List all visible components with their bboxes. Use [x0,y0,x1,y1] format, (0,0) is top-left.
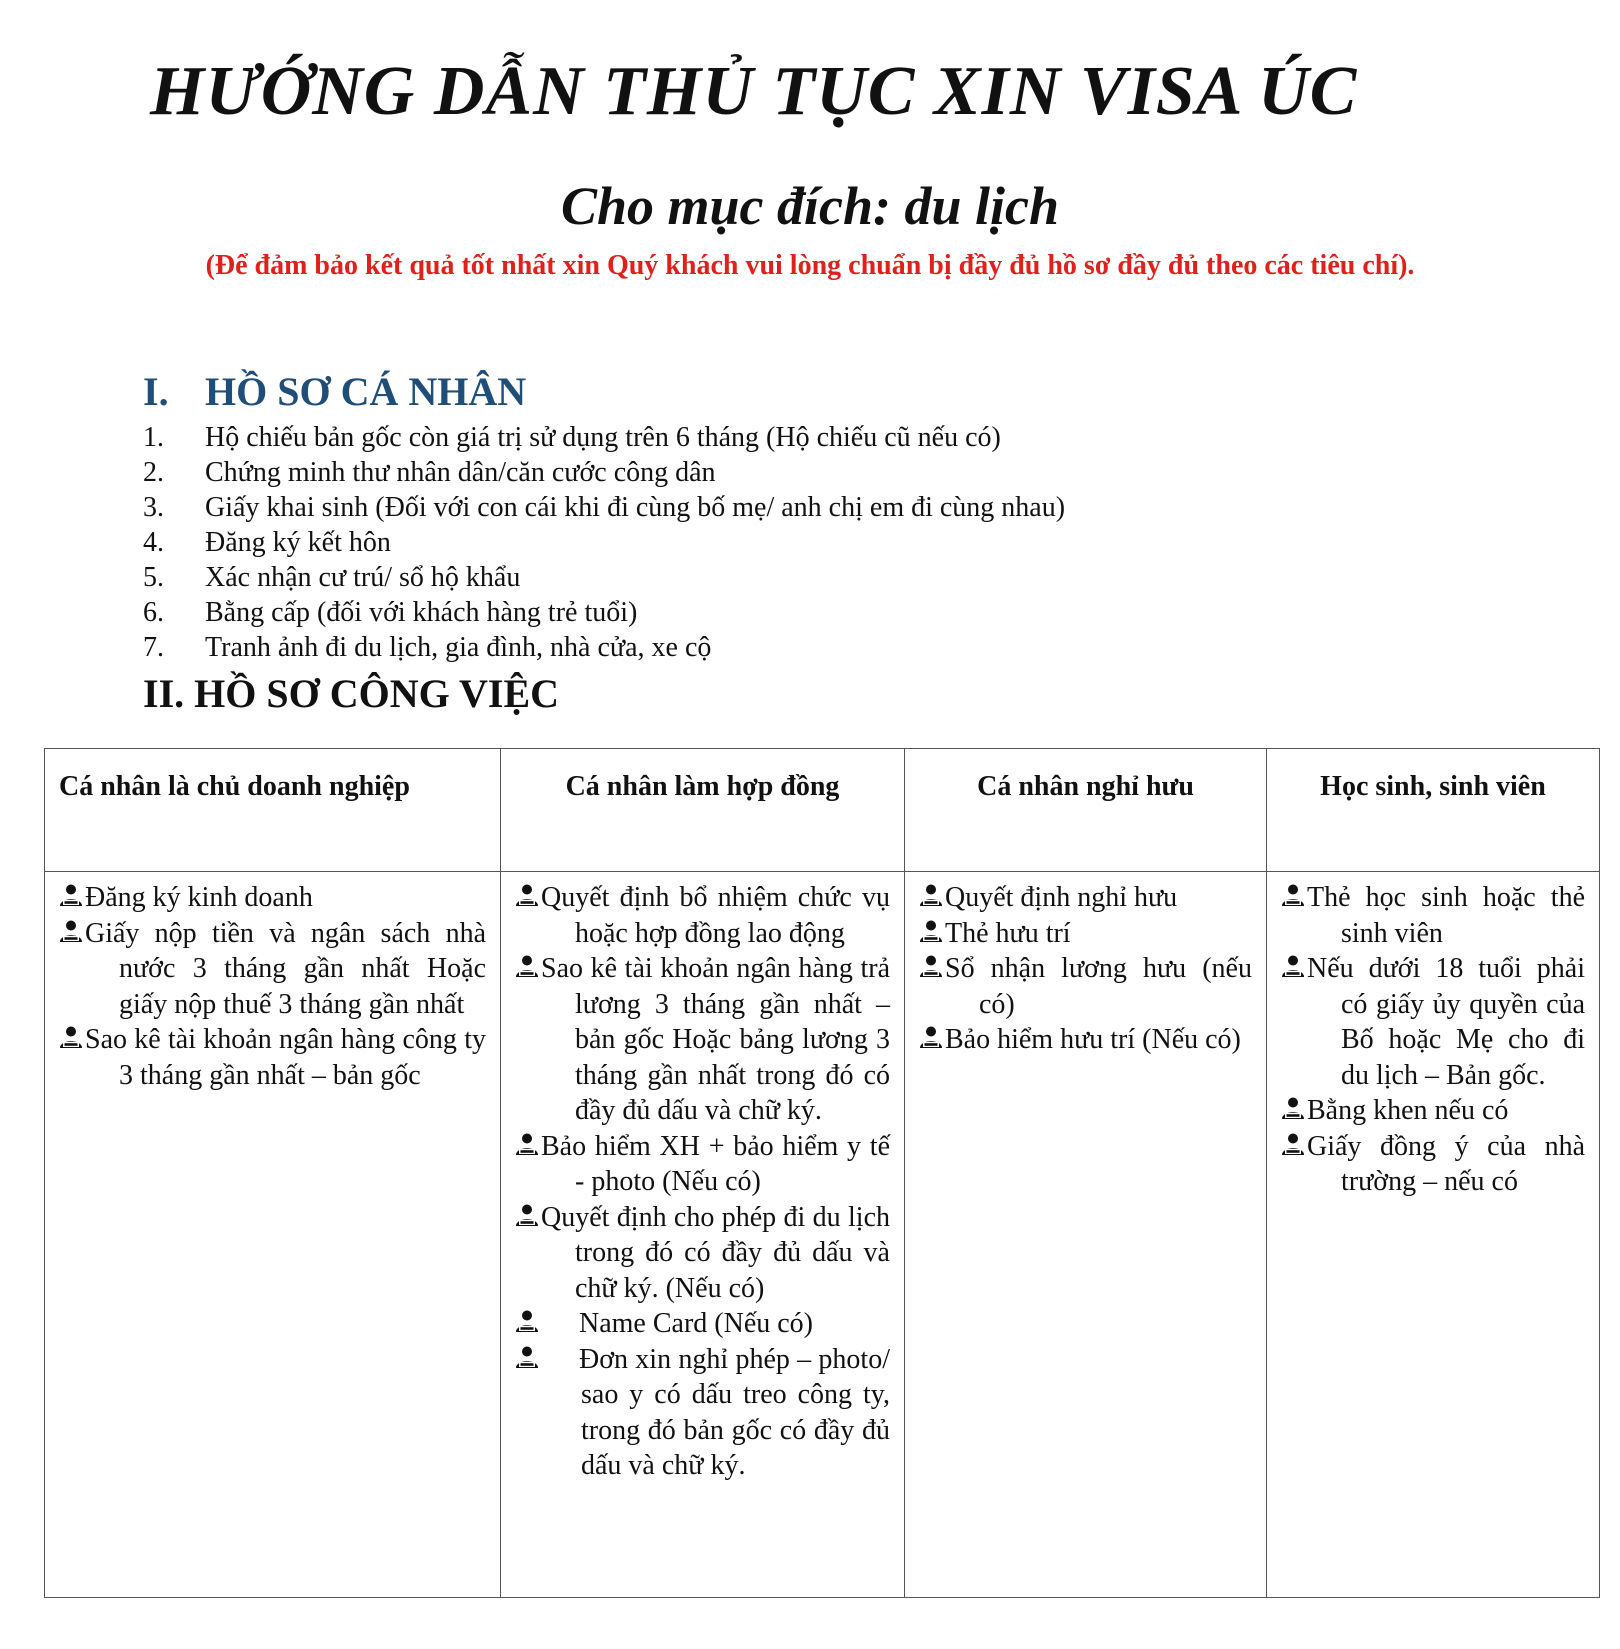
item-number: 2. [143,457,164,488]
cell-retiree [905,872,1267,1598]
list-item [143,490,1065,525]
item-text: Giấy nộp tiền và ngân sách nhà nước 3 tháng gần nhất Hoặc giấy nộp thuế 3 tháng gần nhất [85,917,486,1020]
list-item [143,455,1065,490]
section-1-title [143,368,526,415]
list-item [513,951,890,1129]
list-item [143,560,1065,595]
item-text: Giấy đồng ý của nhà trường – nếu có [1307,1130,1585,1197]
personal-documents-list [143,420,1065,665]
list-item [57,880,486,916]
person-icon [917,955,945,979]
item-text: Bảo hiểm XH + bảo hiểm y tế - photo (Nếu có) [541,1130,890,1197]
column-header-business-owner: Cá nhân là chủ doanh nghiệp [45,749,501,872]
item-number: 1. [143,422,164,453]
page-subtitle: Cho mục đích: du lịch [560,176,1060,236]
table-header-row [45,749,1600,872]
list-item [57,916,486,1023]
list-item [57,1022,486,1093]
item-text: Thẻ hưu trí [945,917,1071,949]
person-icon [513,1133,541,1157]
person-icon [1279,1097,1307,1121]
person-icon [513,1310,541,1334]
item-text: Sao kê tài khoản ngân hàng công ty 3 tháng gần nhất – bản gốc [85,1024,486,1091]
item-number: 4. [143,527,164,558]
column-header-student: Học sinh, sinh viên [1267,749,1600,872]
list-item [917,951,1252,1022]
person-icon [513,955,541,979]
cell-contract-employee [501,872,905,1598]
item-text: Bằng khen nếu có [1307,1095,1509,1126]
list-item [917,1022,1252,1058]
list-item [1279,951,1585,1093]
item-text: Chứng minh thư nhân dân/căn cước công dân [205,457,716,488]
item-text: Sao kê tài khoản ngân hàng trả lương 3 tháng gần nhất – bản gốc Hoặc bảng lương 3 tháng gần nhất trong đó có đầy đủ dấu và chữ ký. [541,953,890,1126]
item-text: Đăng ký kinh doanh [85,882,313,913]
table-row [45,872,1600,1598]
person-icon [917,920,945,944]
person-icon [513,1204,541,1228]
list-item [1279,1093,1585,1129]
item-text: Giấy khai sinh (Đối với con cái khi đi cùng bố mẹ/ anh chị em đi cùng nhau) [205,492,1066,523]
person-icon [917,884,945,908]
item-number: 7. [143,632,164,663]
section-1-heading: HỒ SƠ CÁ NHÂN [205,369,527,414]
person-icon [1279,1133,1307,1157]
person-icon [57,1026,85,1050]
item-number: 3. [143,492,164,523]
item-text: Thẻ học sinh hoặc thẻ sinh viên [1307,882,1585,949]
item-text: Tranh ảnh đi du lịch, gia đình, nhà cửa, xe cộ [205,632,712,663]
notice-text: (Để đảm bảo kết quả tốt nhất xin Quý khách vui lòng chuẩn bị đầy đủ hồ sơ đầy đủ theo các tiêu chí). [205,250,1415,281]
list-item [513,1129,890,1200]
list-item [513,880,890,951]
list-item [143,630,1065,665]
person-icon [1279,884,1307,908]
item-text: Hộ chiếu bản gốc còn giá trị sử dụng trên 6 tháng (Hộ chiếu cũ nếu có) [205,422,1001,453]
item-text: Nếu dưới 18 tuổi phải có giấy ủy quyền của Bố hoặc Mẹ cho đi du lịch – Bản gốc. [1307,953,1585,1091]
item-text: Quyết định bổ nhiệm chức vụ hoặc hợp đồng lao động [541,882,890,949]
item-text: Xác nhận cư trú/ sổ hộ khẩu [205,562,521,593]
person-icon [57,884,85,908]
item-number: 5. [143,562,164,593]
list-item [1279,1129,1585,1200]
section-1-number: I. [143,369,169,414]
person-icon [57,920,85,944]
list-item [1279,880,1585,951]
page-title: HƯỚNG DẪN THỦ TỤC XIN VISA ÚC [150,53,1358,130]
person-icon [917,1026,945,1050]
item-text: Bảo hiểm hưu trí (Nếu có) [945,1024,1241,1055]
column-header-retiree: Cá nhân nghỉ hưu [905,749,1267,872]
item-text: Bằng cấp (đối với khách hàng trẻ tuổi) [205,597,638,628]
list-item [143,525,1065,560]
list-item [513,1342,890,1484]
person-icon [1279,955,1307,979]
column-header-contract-employee: Cá nhân làm hợp đồng [501,749,905,872]
section-2-title: II. HỒ SƠ CÔNG VIỆC [143,671,560,716]
person-icon [513,884,541,908]
item-text: Đăng ký kết hôn [205,527,391,558]
list-item [513,1306,890,1342]
person-icon [513,1346,541,1370]
list-item [143,595,1065,630]
list-item [917,916,1252,952]
work-documents-table [44,748,1600,1598]
item-text: Đơn xin nghỉ phép – photo/ sao y có dấu treo công ty, trong đó bản gốc có đầy đủ dấu và chữ ký. [579,1343,890,1481]
list-item [917,880,1252,916]
list-item [513,1200,890,1307]
list-item [143,420,1065,455]
item-number: 6. [143,597,164,628]
item-text: Sổ nhận lương hưu (nếu có) [945,953,1252,1020]
item-text: Quyết định cho phép đi du lịch trong đó có đầy đủ dấu và chữ ký. (Nếu có) [541,1201,890,1304]
cell-student [1267,872,1600,1598]
item-text: Name Card (Nếu có) [579,1308,814,1339]
cell-business-owner [45,872,501,1598]
item-text: Quyết định nghỉ hưu [945,882,1178,913]
